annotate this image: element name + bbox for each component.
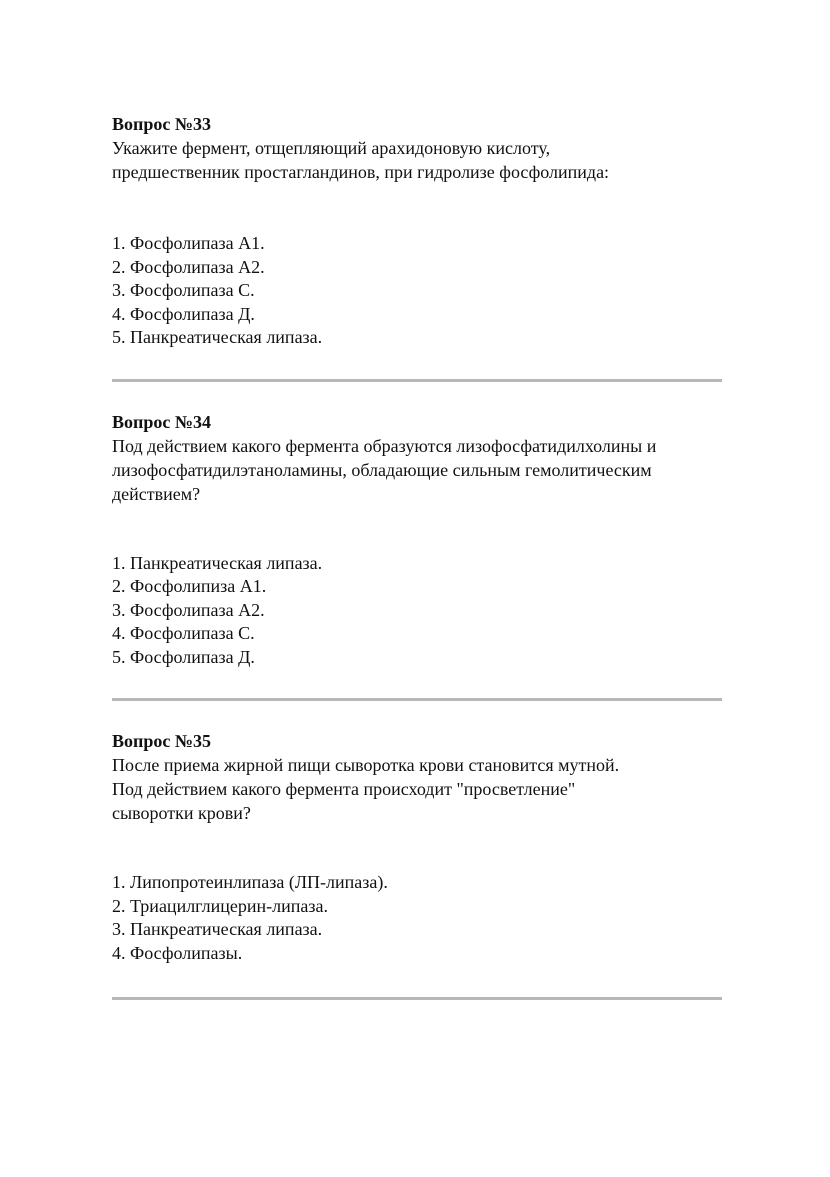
question-text: Под действием какого фермента образуются лизофосфатидилхолины и лизофосфатидилэтаноламины, обладающие сильным гемолитическим действием? bbox=[112, 435, 657, 504]
answer-option: 1. Липопротеинлипаза (ЛП-липаза). bbox=[112, 872, 388, 892]
question-text: Укажите фермент, отщепляющий арахидоновую кислоту, предшественник простагландинов, при гидролизе фосфолипида: bbox=[112, 138, 610, 182]
answer-option: 1. Панкреатическая липаза. bbox=[112, 552, 323, 573]
question-35 bbox=[112, 729, 722, 965]
answer-option: 4. Фосфолипазы. bbox=[112, 942, 243, 963]
answer-option: 5. Панкреатическая липаза. bbox=[112, 327, 323, 347]
question-title: Вопрос №34 bbox=[112, 411, 211, 432]
answer-option: 2. Фосфолипаза А2. bbox=[112, 256, 265, 277]
answer-list bbox=[112, 232, 722, 350]
answer-list bbox=[112, 871, 722, 965]
answer-option: 3. Панкреатическая липаза. bbox=[112, 919, 323, 939]
answer-option: 3. Фосфолипаза А2. bbox=[112, 599, 265, 620]
answer-option: 5. Фосфолипаза Д. bbox=[112, 646, 255, 667]
answer-option: 3. Фосфолипаза С. bbox=[112, 280, 255, 300]
question-34 bbox=[112, 410, 722, 670]
question-title: Вопрос №33 bbox=[112, 114, 211, 134]
answer-option: 4. Фосфолипаза Д. bbox=[112, 303, 255, 324]
question-text: После приема жирной пищи сыворотка крови становится мутной. Под действием какого фермента происходит "просветление" сыворотки крови? bbox=[112, 755, 620, 823]
answer-option: 4. Фосфолипаза С. bbox=[112, 623, 255, 643]
answer-option: 1. Фосфолипаза А1. bbox=[112, 233, 265, 253]
question-33 bbox=[112, 112, 722, 350]
question-title: Вопрос №35 bbox=[112, 731, 211, 751]
answer-list bbox=[112, 552, 722, 670]
document-page bbox=[112, 112, 722, 1000]
section-divider bbox=[112, 997, 722, 1000]
answer-option: 2. Триацилглицерин-липаза. bbox=[112, 895, 328, 916]
answer-option: 2. Фосфолипиза А1. bbox=[112, 576, 267, 596]
